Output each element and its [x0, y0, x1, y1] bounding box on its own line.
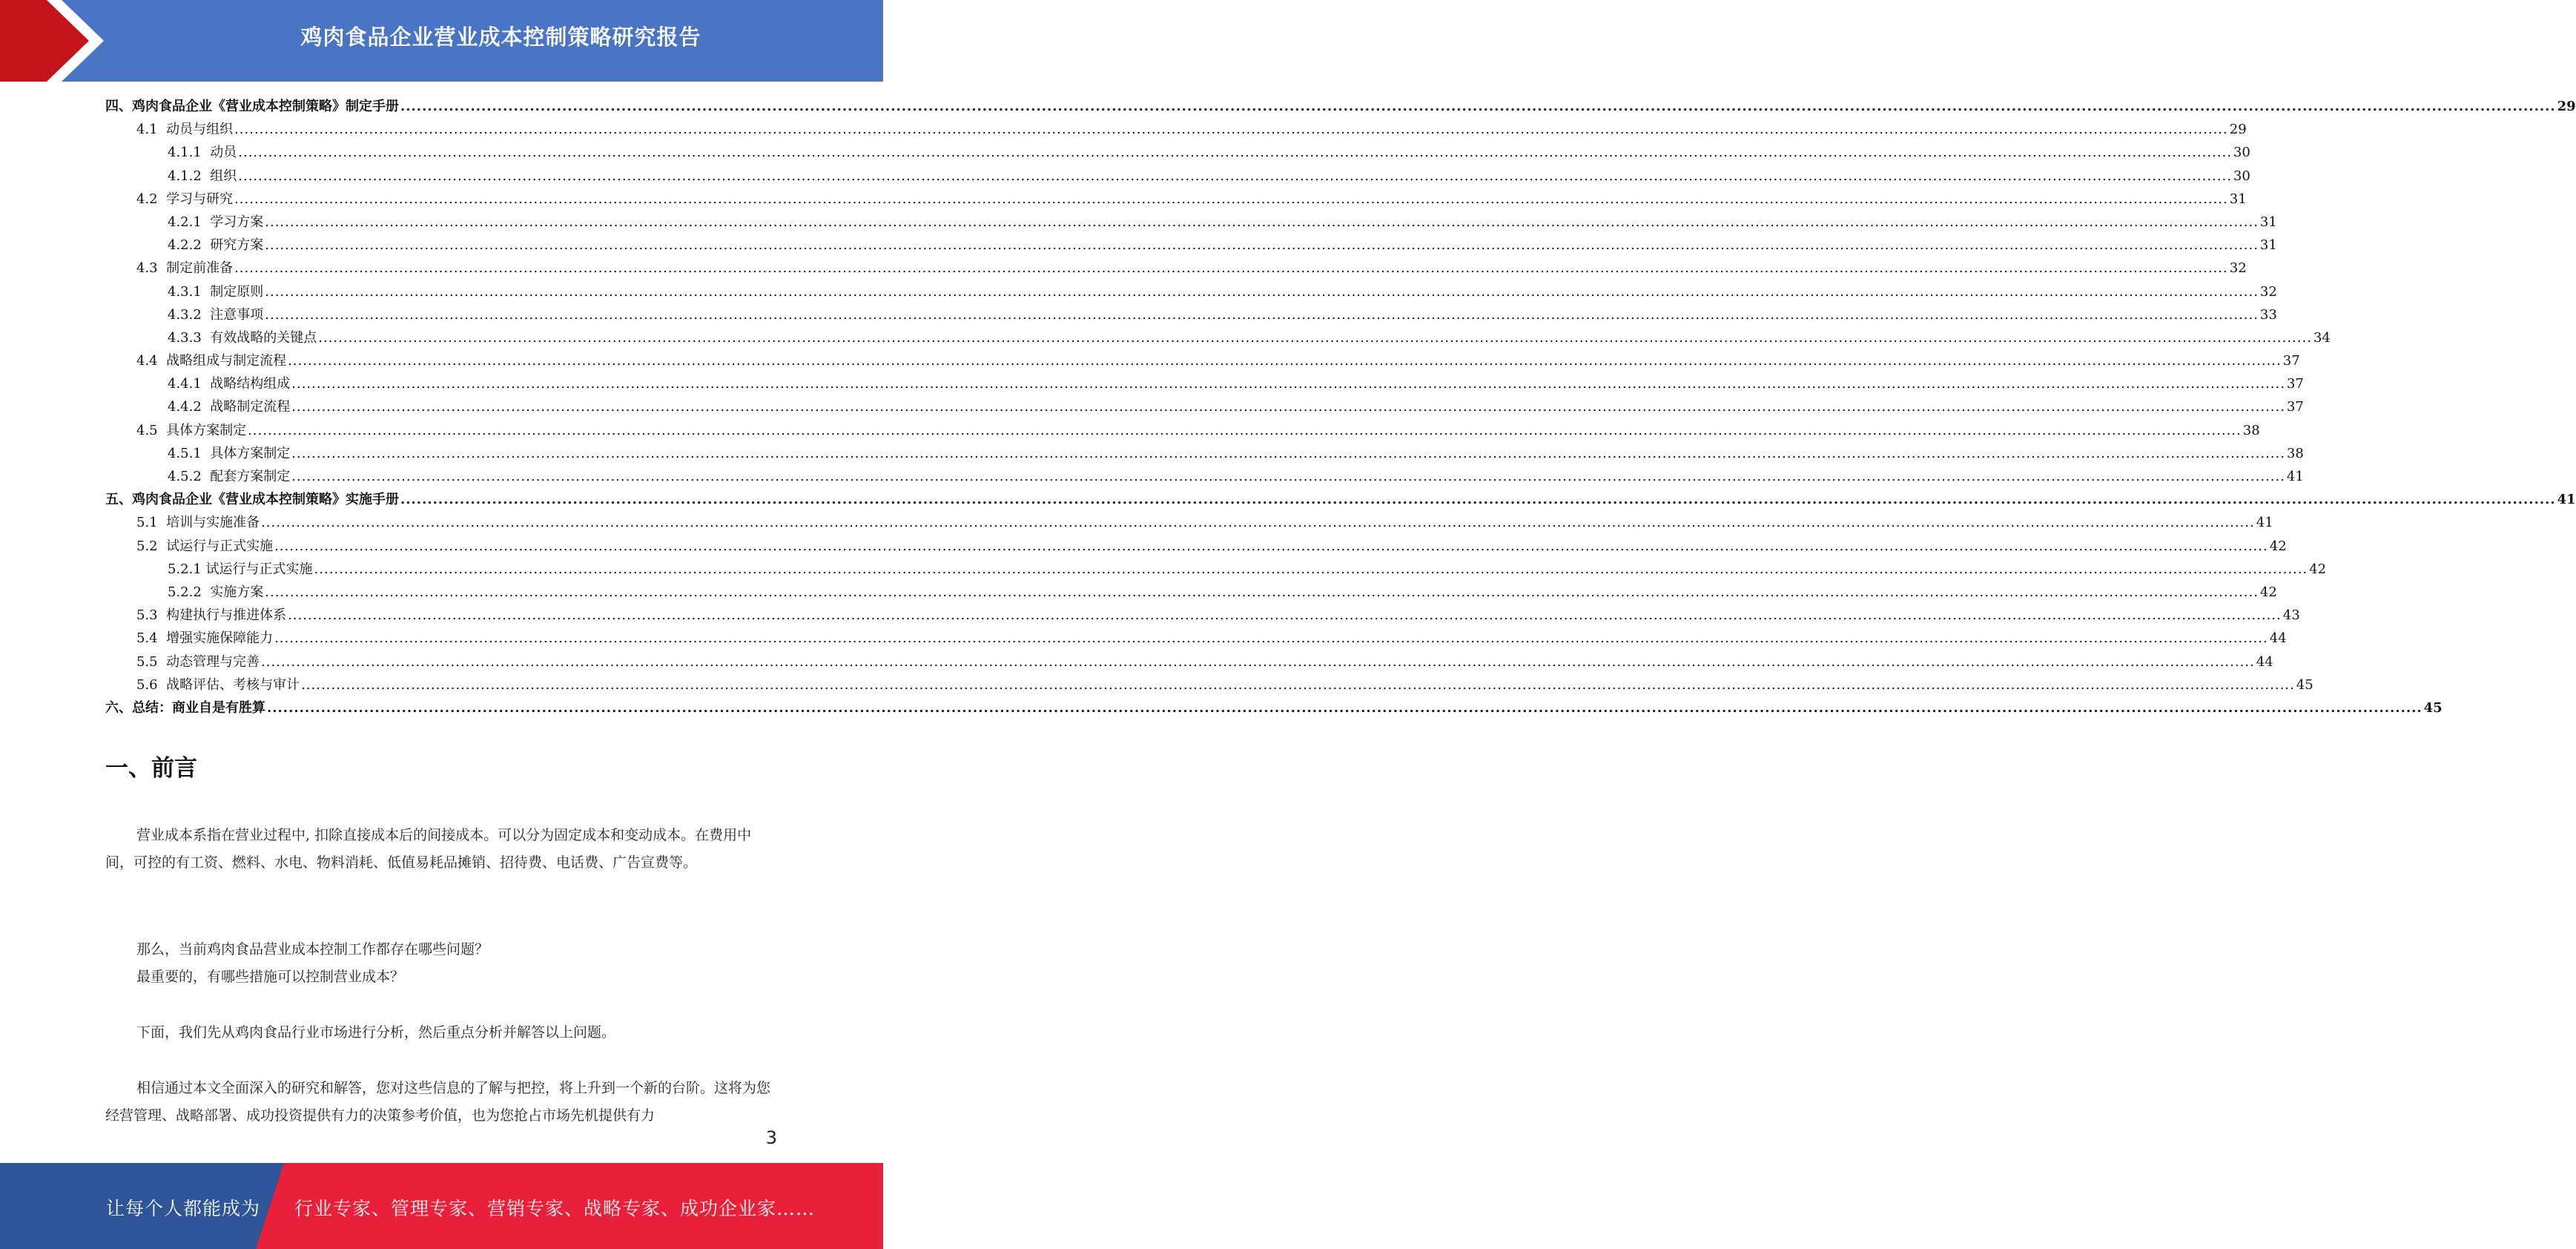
toc-leader-dots: ................................................................................................................................................................................................................................................................................................................................................................................................................ — [238, 145, 2232, 161]
toc-entry[interactable] — [105, 511, 2273, 534]
toc-entry[interactable] — [105, 211, 2277, 234]
analysis-paragraph: 下面，我们先从鸡肉食品行业市场进行分析，然后重点分析并解答以上问题。 — [136, 1024, 616, 1041]
footer-slogan-right: 行业专家、管理专家、营销专家、战略专家、成功企业家…… — [294, 1198, 816, 1219]
toc-entry-page: 37 — [2286, 376, 2304, 392]
toc-entry-page: 42 — [2269, 538, 2287, 554]
toc-entry[interactable] — [105, 650, 2273, 673]
toc-entry[interactable] — [105, 673, 2314, 696]
toc-entry-page: 44 — [2256, 653, 2273, 670]
toc-leader-dots: ................................................................................................................................................................................................................................................................................................................................................................................................................ — [400, 492, 2556, 508]
toc-leader-dots: ................................................................................................................................................................................................................................................................................................................................................................................................................ — [265, 214, 2259, 230]
table-of-contents — [105, 95, 2576, 719]
toc-entry-label: 四、鸡肉食品企业《营业成本控制策略》制定手册 — [105, 99, 399, 114]
toc-entry[interactable] — [105, 303, 2277, 326]
toc-entry-page: 42 — [2309, 561, 2327, 577]
toc-entry-page: 31 — [2259, 214, 2277, 230]
toc-leader-dots: ................................................................................................................................................................................................................................................................................................................................................................................................................ — [238, 168, 2232, 184]
toc-entry-page: 31 — [2229, 191, 2247, 207]
conclusion-paragraph: 相信通过本文全面深入的研究和解答，您对这些信息的了解与把控，将上升到一个新的台阶。这将为您经营管理、战略部署、成功投资提供有力的决策参考价值，也为您抢占市场先机提供有力 — [105, 1080, 771, 1124]
toc-entry-page: 29 — [2557, 99, 2576, 114]
toc-entry[interactable] — [105, 604, 2300, 627]
toc-entry-page: 32 — [2259, 283, 2277, 300]
toc-leader-dots: ................................................................................................................................................................................................................................................................................................................................................................................................................ — [288, 607, 2282, 624]
toc-leader-dots: ................................................................................................................................................................................................................................................................................................................................................................................................................ — [291, 469, 2285, 484]
toc-entry[interactable] — [105, 118, 2247, 141]
toc-leader-dots: ................................................................................................................................................................................................................................................................................................................................................................................................................ — [314, 561, 2308, 577]
toc-entry[interactable] — [105, 465, 2304, 488]
toc-entry-page: 30 — [2233, 145, 2250, 161]
toc-leader-dots: ................................................................................................................................................................................................................................................................................................................................................................................................................ — [265, 584, 2259, 600]
toc-entry[interactable] — [105, 141, 2250, 164]
toc-leader-dots: ................................................................................................................................................................................................................................................................................................................................................................................................................ — [301, 676, 2295, 693]
toc-entry-page: 41 — [2256, 515, 2273, 531]
toc-entry[interactable] — [105, 627, 2287, 650]
toc-leader-dots: ................................................................................................................................................................................................................................................................................................................................................................................................................ — [234, 122, 2228, 138]
toc-leader-dots: ................................................................................................................................................................................................................................................................................................................................................................................................................ — [248, 422, 2242, 438]
toc-leader-dots: ................................................................................................................................................................................................................................................................................................................................................................................................................ — [291, 376, 2285, 392]
toc-entry-page: 30 — [2233, 168, 2250, 184]
toc-entry[interactable] — [105, 257, 2247, 280]
toc-entry-label: 5.3 构建执行与推进体系 — [136, 607, 287, 624]
header-banner — [0, 0, 883, 82]
toc-entry-label: 4.3.2 注意事项 — [168, 306, 264, 323]
toc-entry-page: 37 — [2286, 399, 2304, 415]
toc-entry[interactable] — [105, 535, 2287, 558]
toc-leader-dots: ................................................................................................................................................................................................................................................................................................................................................................................................................ — [274, 630, 2268, 647]
page-number: 3 — [765, 1127, 777, 1148]
toc-entry[interactable] — [105, 419, 2260, 442]
toc-leader-dots: ................................................................................................................................................................................................................................................................................................................................................................................................................ — [234, 260, 2228, 277]
toc-leader-dots: ................................................................................................................................................................................................................................................................................................................................................................................................................ — [234, 191, 2228, 207]
toc-entry[interactable] — [105, 165, 2250, 188]
intro-paragraph: 营业成本系指在营业过程中, 扣除直接成本后的间接成本。可以分为固定成本和变动成本。在费用中间，可控的有工资、燃料、水电、物料消耗、低值易耗品摊销、招待费、电话费、广告宣费等。 — [105, 827, 752, 871]
toc-entry-label: 5.2.2 实施方案 — [168, 584, 264, 600]
toc-entry[interactable] — [105, 395, 2304, 418]
toc-entry[interactable] — [105, 234, 2277, 257]
toc-entry-label: 五、鸡肉食品企业《营业成本控制策略》实施手册 — [105, 492, 399, 508]
toc-entry-label: 4.1 动员与组织 — [136, 122, 234, 138]
toc-entry-page: 38 — [2242, 422, 2260, 438]
toc-entry[interactable] — [105, 326, 2331, 349]
toc-entry[interactable] — [105, 696, 2443, 719]
toc-entry-page: 42 — [2259, 584, 2277, 600]
toc-entry-page: 33 — [2259, 306, 2277, 323]
toc-entry[interactable] — [105, 558, 2327, 581]
toc-entry-page: 41 — [2286, 469, 2304, 484]
toc-leader-dots: ................................................................................................................................................................................................................................................................................................................................................................................................................ — [265, 306, 2259, 323]
toc-leader-dots: ................................................................................................................................................................................................................................................................................................................................................................................................................ — [261, 515, 2255, 531]
toc-entry[interactable] — [105, 372, 2304, 395]
toc-entry-page: 41 — [2557, 492, 2576, 508]
toc-leader-dots: ................................................................................................................................................................................................................................................................................................................................................................................................................ — [318, 329, 2312, 346]
toc-entry-label: 4.3.1 制定原则 — [168, 283, 264, 300]
toc-entry-page: 32 — [2229, 260, 2247, 277]
section-title: 一、前言 — [105, 755, 197, 782]
toc-entry-label: 4.1.1 动员 — [168, 145, 237, 161]
toc-entry-page: 38 — [2286, 445, 2304, 461]
toc-entry-label: 4.5.2 配套方案制定 — [168, 469, 291, 484]
toc-leader-dots: ................................................................................................................................................................................................................................................................................................................................................................................................................ — [288, 353, 2282, 369]
header-chevron-icon — [0, 0, 119, 82]
toc-entry-page: 43 — [2282, 607, 2300, 624]
toc-leader-dots: ................................................................................................................................................................................................................................................................................................................................................................................................................ — [265, 237, 2259, 254]
toc-entry-label: 4.3 制定前准备 — [136, 260, 234, 277]
toc-entry[interactable] — [105, 488, 2576, 511]
toc-entry-label: 4.4 战略组成与制定流程 — [136, 353, 287, 369]
toc-entry-label: 5.2.1 试运行与正式实施 — [168, 561, 313, 577]
toc-leader-dots: ................................................................................................................................................................................................................................................................................................................................................................................................................ — [267, 699, 2423, 716]
toc-entry[interactable] — [105, 280, 2277, 303]
toc-leader-dots: ................................................................................................................................................................................................................................................................................................................................................................................................................ — [274, 538, 2268, 554]
toc-entry-label: 4.5.1 具体方案制定 — [168, 445, 291, 461]
toc-entry-label: 5.1 培训与实施准备 — [136, 515, 260, 531]
toc-entry-label: 4.3.3 有效战略的关键点 — [168, 329, 317, 346]
toc-leader-dots: ................................................................................................................................................................................................................................................................................................................................................................................................................ — [291, 445, 2285, 461]
toc-entry-label: 4.5 具体方案制定 — [136, 422, 247, 438]
toc-entry-page: 29 — [2229, 122, 2247, 138]
toc-entry-page: 34 — [2313, 329, 2331, 346]
toc-entry-label: 5.5 动态管理与完善 — [136, 653, 260, 670]
toc-entry-label: 六、总结：商业自是有胜算 — [105, 699, 265, 716]
toc-entry[interactable] — [105, 349, 2300, 372]
toc-entry-label: 4.4.1 战略结构组成 — [168, 376, 291, 392]
toc-entry-page: 44 — [2269, 630, 2287, 647]
toc-entry[interactable] — [105, 581, 2277, 604]
toc-entry-label: 4.1.2 组织 — [168, 168, 237, 184]
toc-entry-page: 37 — [2282, 353, 2300, 369]
toc-entry-label: 4.2 学习与研究 — [136, 191, 234, 207]
question-paragraph-2: 最重要的，有哪些措施可以控制营业成本？ — [136, 969, 405, 985]
toc-entry-page: 45 — [2296, 676, 2314, 693]
toc-entry[interactable] — [105, 188, 2247, 211]
footer-banner — [0, 1163, 883, 1249]
toc-entry-label: 4.4.2 战略制定流程 — [168, 399, 291, 415]
footer-slogan-left: 让每个人都能成为 — [106, 1198, 261, 1219]
toc-entry-label: 5.2 试运行与正式实施 — [136, 538, 274, 554]
toc-leader-dots: ................................................................................................................................................................................................................................................................................................................................................................................................................ — [261, 653, 2255, 670]
toc-leader-dots: ................................................................................................................................................................................................................................................................................................................................................................................................................ — [400, 99, 2556, 114]
report-title: 鸡肉食品企业营业成本控制策略研究报告 — [300, 24, 701, 50]
toc-entry-label: 5.4 增强实施保障能力 — [136, 630, 274, 647]
question-paragraph-1: 那么，当前鸡肉食品营业成本控制工作都存在哪些问题？ — [136, 941, 489, 958]
toc-entry-page: 31 — [2259, 237, 2277, 254]
toc-entry-label: 4.2.1 学习方案 — [168, 214, 264, 230]
toc-entry-label: 4.2.2 研究方案 — [168, 237, 264, 254]
toc-leader-dots: ................................................................................................................................................................................................................................................................................................................................................................................................................ — [265, 283, 2259, 300]
toc-entry[interactable] — [105, 442, 2304, 465]
toc-entry-label: 5.6 战略评估、考核与审计 — [136, 676, 300, 693]
toc-entry-page: 45 — [2423, 699, 2443, 716]
toc-leader-dots: ................................................................................................................................................................................................................................................................................................................................................................................................................ — [291, 399, 2285, 415]
toc-entry[interactable] — [105, 95, 2576, 118]
